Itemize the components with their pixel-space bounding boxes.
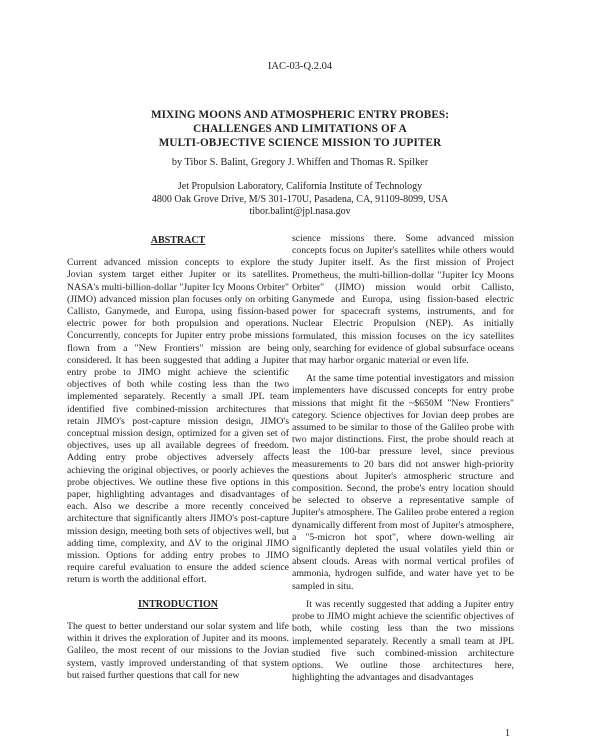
right-column: [292, 233, 514, 684]
address: 4800 Oak Grove Drive, M/S 301-170U, Pasadena, CA, 91109-8099, USA: [151, 193, 449, 205]
left-column: [67, 235, 289, 682]
email: tibor.balint@jpl.nasa.gov: [249, 206, 351, 217]
right-paragraph-3: It was recently suggested that adding a Jupiter entry probe to JIMO might achieve the scientific objectives of both, while costing less than the two missions implemented separately. Recently a small team at JPL studied five such combined-mission architecture options. We outline those architectures here, highlighting the advantages and disadvantages: [292, 598, 514, 684]
abstract-text: Current advanced mission concepts to explore the Jovian system target either Jupiter or its satellites. NASA's multi-billion-dollar "Jupiter Icy Moons Orbiter" (JIMO) advanced mission plan focuses only on orbiting Callisto, Ganymede, and Europa, using fission-based electric power for both propulsion and operations. Concurrently, concepts for Jupiter entry probe missions flown from a "New Frontiers" mission are being considered. It has been suggested that adding a Jupiter entry probe to JIMO might achieve the scientific objectives of both while costing less than the two implemented separately. Recently a small JPL team identified five combined-mission architectures that retain JIMO's post-capture mission design, JIMO's conceptual mission design, optimized for a given set of objectives, uses up all available degrees of freedom. Adding entry probe objectives adversely affects achieving the original objectives, or poorly achieves the probe objectives. We outline these five options in this paper, highlighting advantages and disadvantages of each. Also we describe a more recently conceived architecture that significantly alters JIMO's post-capture mission design, meeting both sets of objectives well, but adding time, complexity, and ΔV to the original JIMO mission. Options for adding entry probes to JIMO require careful evaluation to ensure the added science return is worth the additional effort.: [67, 257, 289, 586]
title-line-3: MULTI-OBJECTIVE SCIENCE MISSION TO JUPITER: [158, 137, 442, 149]
page-number: 1: [505, 728, 510, 739]
author-line: by Tibor S. Balint, Gregory J. Whiffen and Thomas R. Spilker: [171, 157, 429, 168]
introduction-text: The quest to better understand our solar system and life within it drives the exploration of Jupiter and its moons. Galileo, the most recent of our missions to the Jovian system, vastly improved understanding of that system but raised further questions that call for new: [67, 620, 289, 681]
affiliation: [60, 181, 540, 219]
right-paragraph-1: science missions there. Some advanced mission concepts focus on Jupiter's satellites while others would study Jupiter itself. As the first mission of Project Prometheus, the multi-billion-dollar "Jupiter Icy Moons Orbiter" (JIMO) mission would orbit Callisto, Ganymede and Europa, using fission-based electric power for spacecraft systems, instruments, and for Nuclear Electric Propulsion (NEP). As initially formulated, this mission focuses on the icy satellites only, searching for evidence of global subsurface oceans that may harbor organic material or even life.: [292, 233, 514, 367]
title-line-2: CHALLENGES AND LIMITATIONS OF A: [193, 123, 407, 135]
introduction-heading: INTRODUCTION: [137, 598, 218, 610]
conference-id: IAC-03-Q.2.04: [267, 61, 333, 72]
right-paragraph-2: At the same time potential investigators and mission implementers have discussed concepts for entry probe missions that might fit the ~$650M "New Frontiers" category. Science objectives for Jovian deep probes are assumed to be similar to those of the Galileo probe with two major distinctions. First, the probe should reach at least the 100-bar pressure level, since previous measurements to 20 bars did not answer high-priority questions about Jupiter's atmospheric structure and composition. Second, the probe's entry location should be selected to observe a representative sample of Jupiter's atmosphere. The Galileo probe entered a region dynamically different from most of Jupiter's atmosphere, a "5-micron hot spot", where down-welling air significantly depleted the usual volatiles yield thin or absent clouds. Areas with normal vertical profiles of ammonia, hydrogen sulfide, and water have yet to be sampled in situ.: [292, 373, 514, 592]
title-line-1: MIXING MOONS AND ATMOSPHERIC ENTRY PROBES:: [150, 109, 450, 121]
abstract-heading: ABSTRACT: [150, 235, 206, 246]
paper-title: [70, 108, 530, 150]
institution: Jet Propulsion Laboratory, California Institute of Technology: [177, 181, 423, 192]
